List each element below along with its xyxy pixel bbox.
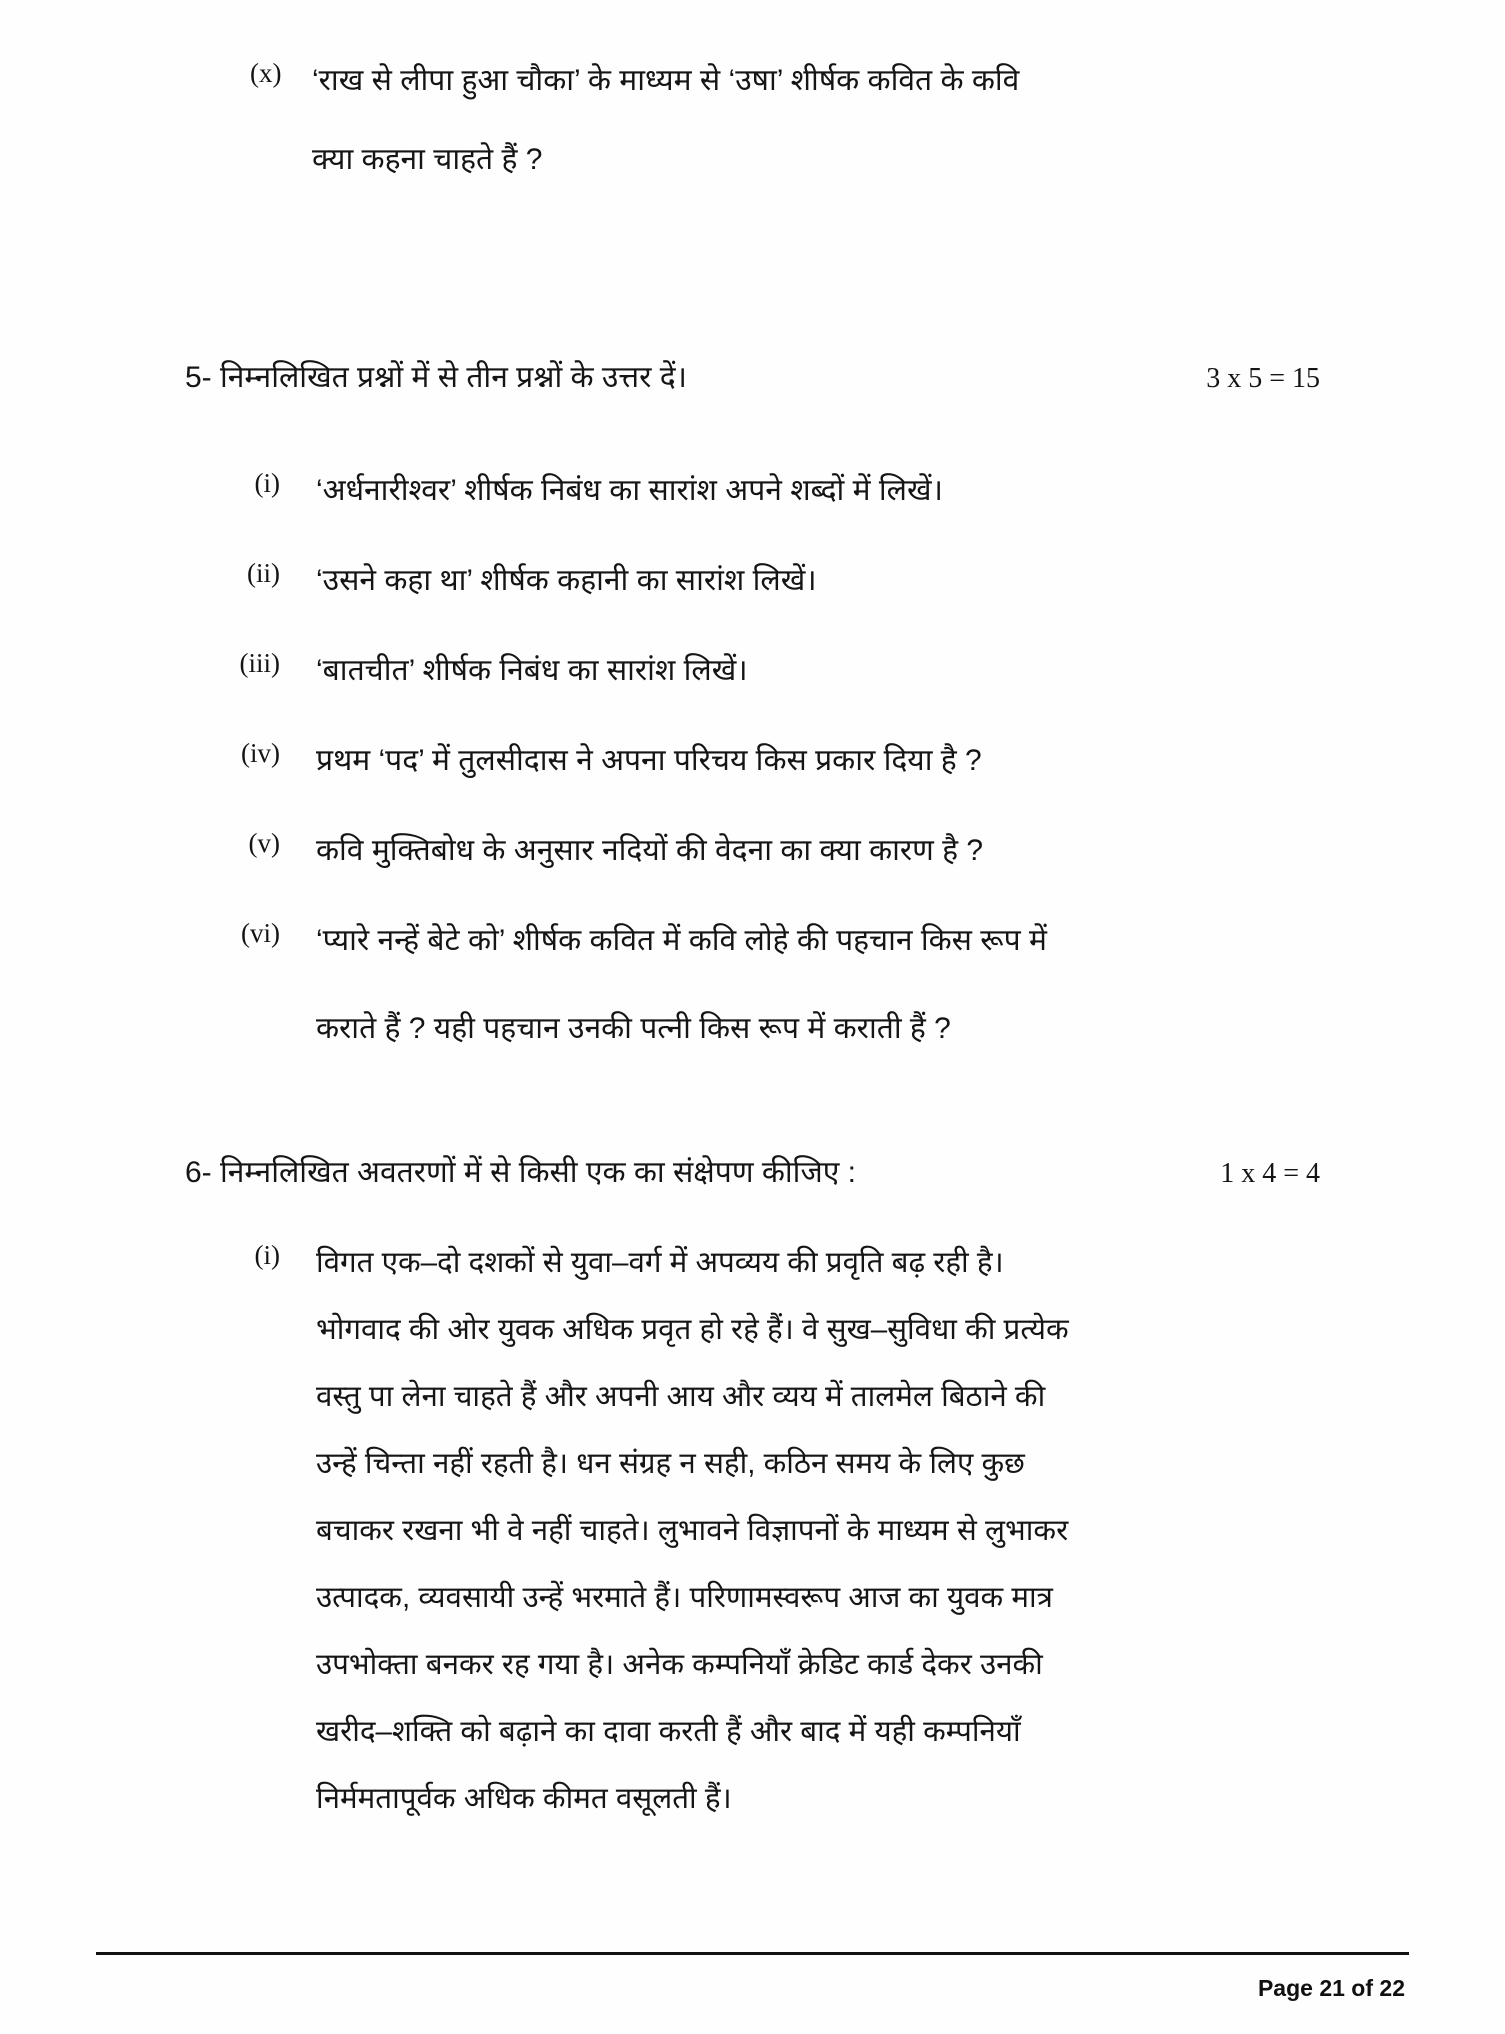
item-iii-line-1: ‘बातचीत’ शीर्षक निबंध का सारांश लिखें। <box>316 654 748 687</box>
item-ii-line-1: ‘उसने कहा था’ शीर्षक कहानी का सारांश लिखें। <box>316 564 817 597</box>
passage-line-4: उन्हें चिन्ता नहीं रहती है। धन संग्रह न सही, कठिन समय के लिए कुछ <box>316 1447 1025 1480</box>
question-x-body <box>312 58 1400 178</box>
question-6-marks: 1 x 4 = 4 <box>1220 1158 1320 1189</box>
question-item-x <box>250 58 1400 178</box>
item-text-iv <box>316 738 1398 779</box>
item-text-ii <box>316 558 1398 599</box>
passage-line-3: वस्तु पा लेना चाहते हैं और अपनी आय और व्यय में तालमेल बिठाने की <box>316 1380 1046 1413</box>
question-x-line-1: ‘राख से लीपा हुआ चौका’ के माध्यम से ‘उषा’ शीर्षक कवित के कवि <box>312 64 1020 97</box>
item-vi-line-1: ‘प्यारे नन्हें बेटे को’ शीर्षक कवित में कवि लोहे की पहचान किस रूप में <box>316 924 1047 957</box>
item-marker-iii: (iii) <box>239 648 280 678</box>
item-text-v <box>316 828 1398 869</box>
question-x-line-2: क्या कहना चाहते हैं ? <box>312 143 543 176</box>
question-5-marks: 3 x 5 = 15 <box>1206 363 1320 394</box>
passage-line-6: उत्पादक, व्यवसायी उन्हें भरमाते हैं। परिणामस्वरूप आज का युवक मात्र <box>316 1581 1053 1614</box>
item-i-line-1: ‘अर्धनारीश्वर’ शीर्षक निबंध का सारांश अपने शब्दों में लिखें। <box>316 474 943 507</box>
question-6-heading-row <box>185 1150 1320 1191</box>
question-marker-x: (x) <box>250 58 282 88</box>
question-5-item-iv <box>238 738 1398 828</box>
question-5-item-i <box>238 468 1398 558</box>
passage-line-2: भोगवाद की ओर युवक अधिक प्रवृत हो रहे हैं। वे सुख–सुविधा की प्रत्येक <box>316 1313 1069 1346</box>
item-vi-line-2: कराते हैं ? यही पहचान उनकी पत्नी किस रूप में कराती हैं ? <box>316 1012 951 1045</box>
question-6-passage-i <box>238 1240 1316 1817</box>
question-5-item-vi <box>238 918 1398 1047</box>
question-5-item-list <box>238 468 1398 1047</box>
question-5-item-iii <box>238 648 1398 738</box>
item-marker-ii: (ii) <box>247 558 280 588</box>
item-iv-line-1: प्रथम ‘पद’ में तुलसीदास ने अपना परिचय किस प्रकार दिया है ? <box>316 744 982 777</box>
passage-line-9: निर्ममतापूर्वक अधिक कीमत वसूलती हैं। <box>316 1782 732 1815</box>
item-marker-v: (v) <box>248 828 280 858</box>
page-number-label: Page 21 of 22 <box>1257 1975 1405 2001</box>
item-text-iii <box>316 648 1398 689</box>
passage-lines <box>316 1240 1316 1817</box>
item-marker-vi: (vi) <box>241 918 280 948</box>
passage-line-7: उपभोक्ता बनकर रह गया है। अनेक कम्पनियाँ क्रेडिट कार्ड देकर उनकी <box>316 1648 1043 1681</box>
question-6-heading: 6- निम्नलिखित अवतरणों में से किसी एक का संक्षेपण कीजिए : <box>185 1156 856 1189</box>
passage-line-8: खरीद–शक्ति को बढ़ाने का दावा करती हैं और बाद में यही कम्पनियाँ <box>316 1715 1021 1748</box>
question-5-item-ii <box>238 558 1398 648</box>
passage-line-5: बचाकर रखना भी वे नहीं चाहते। लुभावने विज्ञापनों के माध्यम से लुभाकर <box>316 1514 1069 1547</box>
question-5-heading: 5- निम्नलिखित प्रश्नों में से तीन प्रश्नों के उत्तर दें। <box>185 361 688 394</box>
passage-line-1: विगत एक–दो दशकों से युवा–वर्ग में अपव्यय की प्रवृति बढ़ रही है। <box>316 1246 1004 1279</box>
passage-marker-i: (i) <box>254 1240 280 1270</box>
item-v-line-1: कवि मुक्तिबोध के अनुसार नदियों की वेदना का क्या कारण है ? <box>316 834 984 867</box>
item-text-i <box>316 468 1398 509</box>
item-text-vi <box>316 918 1398 1047</box>
item-marker-iv: (iv) <box>241 738 280 768</box>
question-5-heading-row <box>185 355 1320 396</box>
footer-divider <box>96 1952 1409 1955</box>
item-marker-i: (i) <box>254 468 280 498</box>
question-5-item-v <box>238 828 1398 918</box>
